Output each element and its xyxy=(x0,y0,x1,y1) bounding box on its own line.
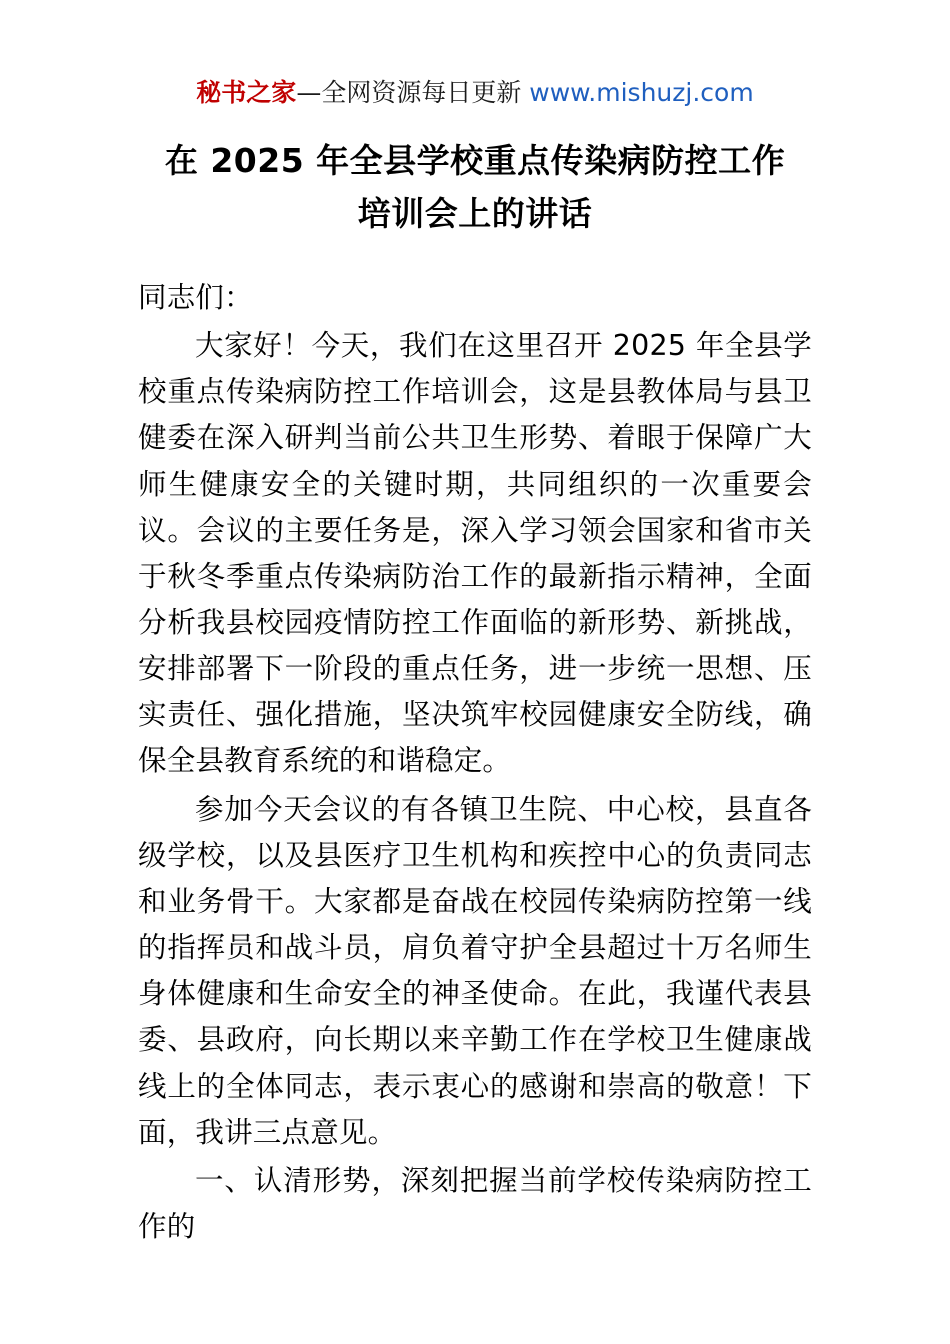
page-title-line-1: 在 2025 年全县学校重点传染病防控工作 xyxy=(164,141,786,180)
site-tagline: —全网资源每日更新 xyxy=(296,78,530,107)
page-title-line-2: 培训会上的讲话 xyxy=(357,194,593,234)
salutation: 同志们： xyxy=(138,280,253,314)
paragraph-1: 大家好！今天，我们在这里召开 2025 年全县学校重点传染病防控工作培训会，这是县教体局与县卫健委在深入研判当前公共卫生形势、着眼于保障广大师生健康安全的关键时期，共同组织的一次重要会议。会议的主要任务是，深入学习领会国家和省市关于秋冬季重点传染病防治工作的最新指示精神，全面分析我县校园疫情防控工作面临的新形势、新挑战，安排部署下一阶段的重点任务，进一步统一思想、压实责任、强化措施，坚决筑牢校园健康安全防线，确保全县教育系统的和谐稳定。 xyxy=(138,329,812,778)
site-watermark-header xyxy=(138,78,812,108)
paragraph-2: 参加今天会议的有各镇卫生院、中心校，县直各级学校，以及县医疗卫生机构和疾控中心的负责同志和业务骨干。大家都是奋战在校园传染病防控第一线的指挥员和战斗员，肩负着守护全县超过十万名师生身体健康和生命安全的神圣使命。在此，我谨代表县委、县政府，向长期以来辛勤工作在学校卫生健康战线上的全体同志，表示衷心的感谢和崇高的敬意！下面，我讲三点意见。 xyxy=(138,792,812,1149)
paragraph-3: 一、认清形势，深刻把握当前学校传染病防控工作的 xyxy=(138,1163,812,1244)
site-brand: 秘书之家 xyxy=(196,78,297,107)
page-title xyxy=(138,134,812,241)
site-url[interactable]: www.mishuzj.com xyxy=(529,78,754,107)
document-body xyxy=(138,275,812,1250)
